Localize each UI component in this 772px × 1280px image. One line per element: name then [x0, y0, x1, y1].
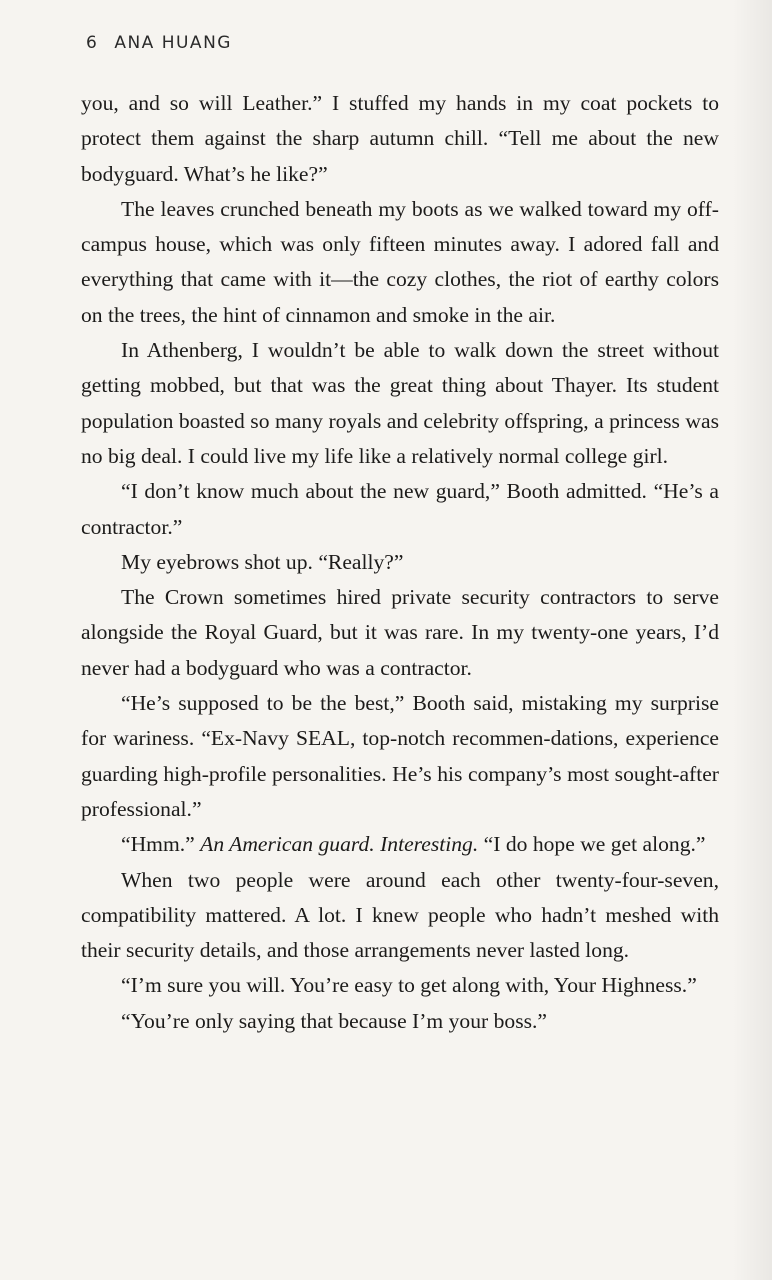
paragraph-8-italic: An American guard. Interesting. [200, 832, 479, 857]
paragraph-8-before: “Hmm.” [121, 832, 201, 857]
author-name: ANA HUANG [114, 33, 232, 53]
paragraph-8-after: “I do hope we get along.” [478, 832, 706, 857]
paragraph-2: The leaves crunched beneath my boots as we walked toward my off-campus house, which was only fifteen minutes away. I adored fall and everything that came with it—the cozy clothes, the riot of earthy colors on the trees, the hint of cinnamon and smoke in the air. [81, 196, 719, 327]
paragraph-10: “I’m sure you will. You’re easy to get along with, Your Highness.” [121, 973, 697, 998]
paragraph-4: “I don’t know much about the new guard,” Booth admitted. “He’s a contractor.” [81, 479, 719, 539]
paragraph-3: In Athenberg, I wouldn’t be able to walk down the street without getting mobbed, but that was the great thing about Thayer. Its student population boasted so many royals and celebrity offspring, a princess was no big deal. I could live my life like a relatively normal college girl. [81, 338, 719, 468]
body-text [81, 86, 719, 1039]
paragraph-5: My eyebrows shot up. “Really?” [121, 549, 404, 574]
paragraph-9: When two people were around each other twenty-four-seven, compatibility mattered. A lot. I knew people who hadn’t meshed with their security details, and those arrangements never lasted long. [81, 867, 719, 963]
paragraph-6: The Crown sometimes hired private security contractors to serve alongside the Royal Guard, but it was rare. In my twenty-one years, I’d never had a bodyguard who was a contractor. [81, 585, 719, 680]
page-edge-shadow [732, 0, 772, 1280]
page-number: 6 [86, 33, 99, 53]
paragraph-8 [81, 827, 719, 862]
running-header [86, 33, 232, 53]
paragraph-11: “You’re only saying that because I’m your boss.” [121, 1008, 547, 1033]
paragraph-1: you, and so will Leather.” I stuffed my hands in my coat pockets to protect them against the sharp autumn chill. “Tell me about the new bodyguard. What’s he like?” [81, 91, 719, 186]
paragraph-7: “He’s supposed to be the best,” Booth said, mistaking my surprise for wariness. “Ex-Navy SEAL, top-notch recommen-dations, experience guarding high-profile personalities. He’s his company’s most sought-after professional.” [81, 691, 719, 821]
